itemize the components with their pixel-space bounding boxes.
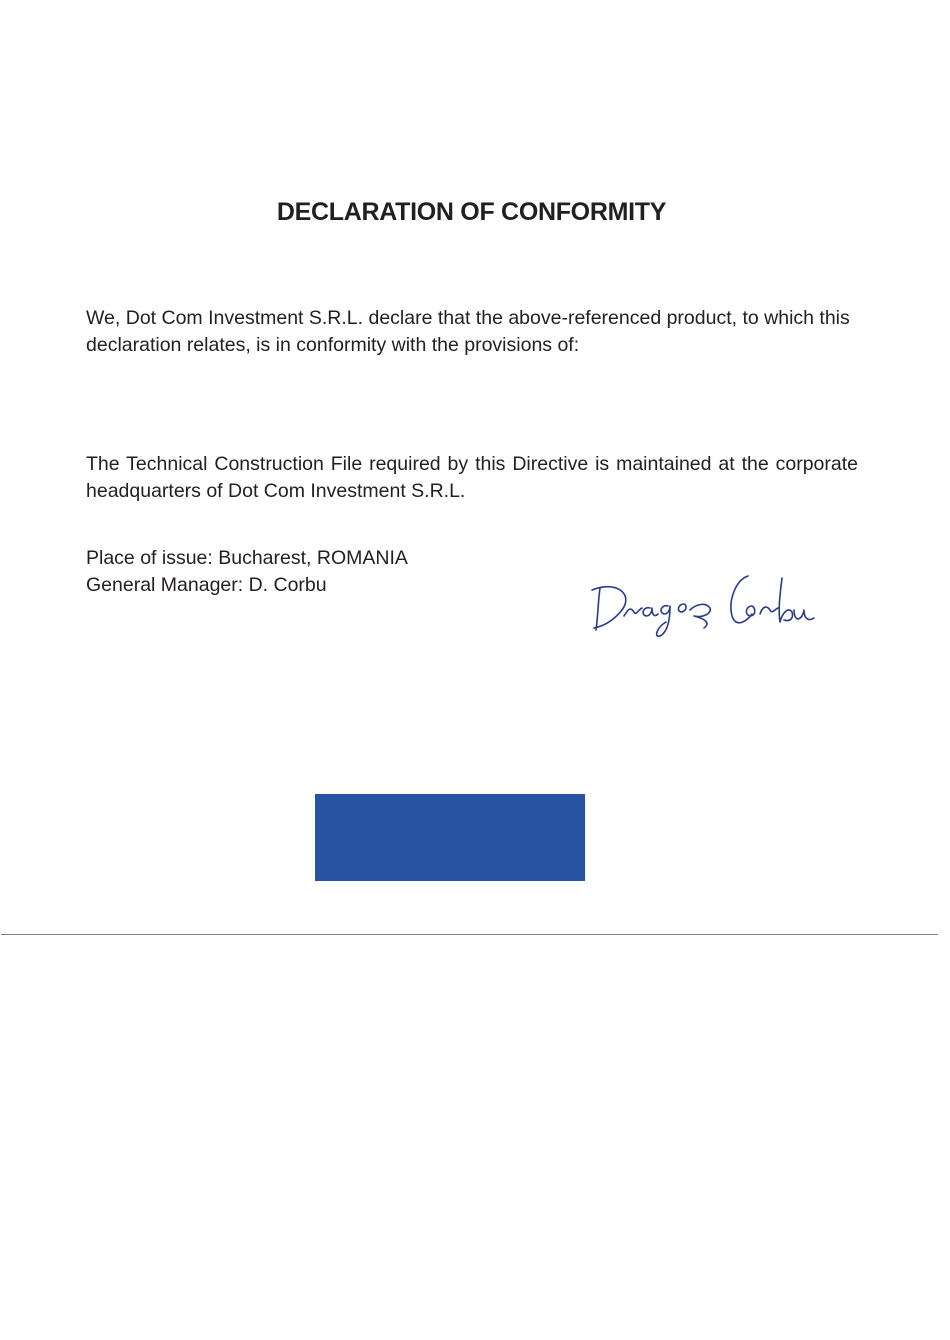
general-manager: General Manager: D. Corbu <box>86 574 327 596</box>
divider-line <box>1 934 938 935</box>
blue-block <box>315 794 585 881</box>
place-of-issue: Place of issue: Bucharest, ROMANIA <box>86 547 408 569</box>
technical-file-paragraph: The Technical Construction File required by this Directive is maintained at the corporate headquarters of Dot Com Investment S.R.L. <box>86 453 858 502</box>
document-title: DECLARATION OF CONFORMITY <box>276 198 667 226</box>
handwritten-signature <box>586 566 821 642</box>
declaration-paragraph: We, Dot Com Investment S.R.L. declare that the above-referenced product, to which this declaration relates, is in conformity with the provisions of: <box>86 307 850 356</box>
issue-info <box>86 545 408 599</box>
